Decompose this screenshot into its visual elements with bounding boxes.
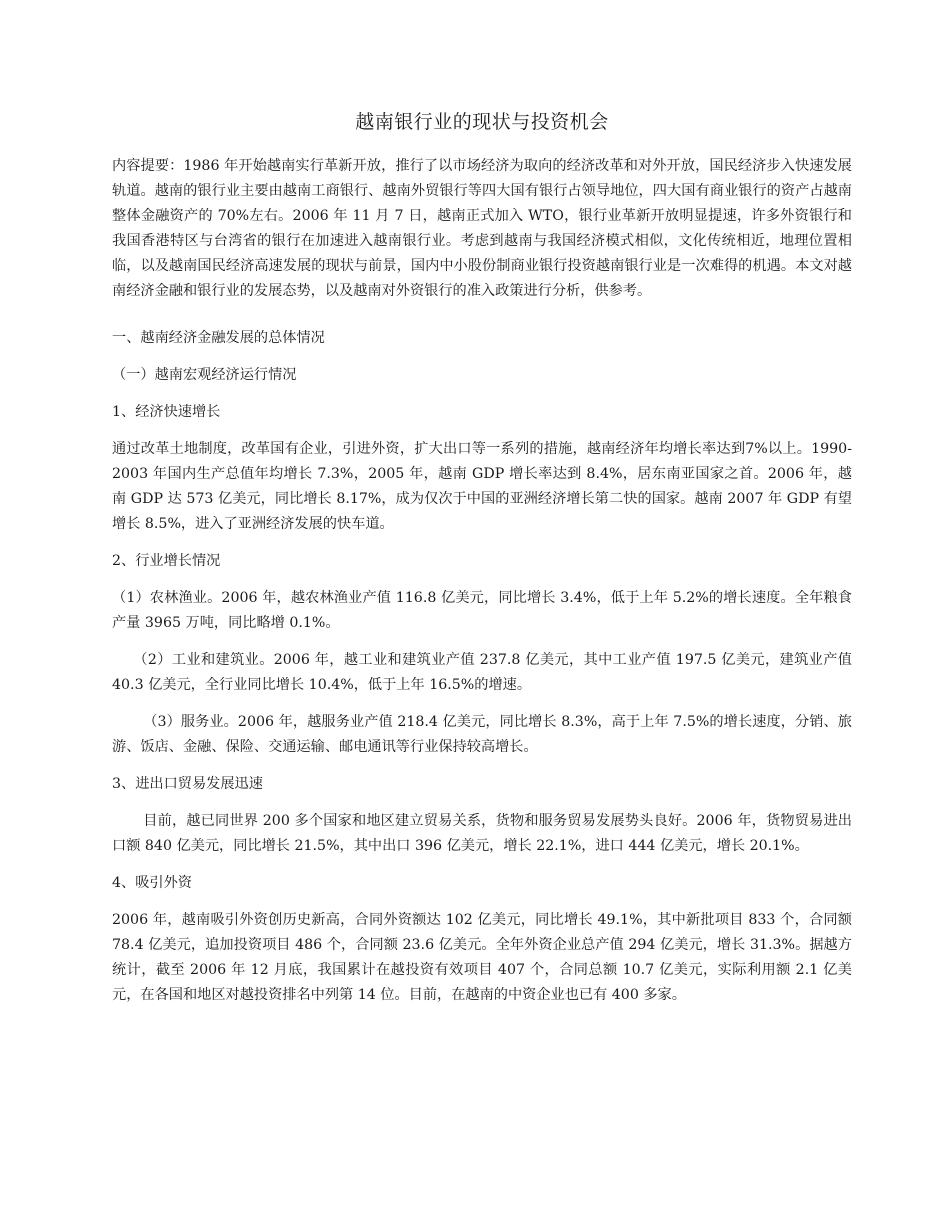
document-title: 越南银行业的现状与投资机会 (355, 111, 609, 133)
subsection-2-item-2: （2）工业和建筑业。2006 年，越工业和建筑业产值 237.8 亿美元，其中工业产值 197.5 亿美元，建筑业产值 40.3 亿美元，全行业同比增长 10.4%，低于上年 16.5%的增速。 (112, 652, 852, 693)
subsection-1-heading: 1、经济快速增长 (112, 404, 221, 420)
subsection-3-heading: 3、进出口贸易发展迅速 (112, 776, 263, 792)
document-page (112, 108, 852, 1020)
abstract-paragraph: 内容提要：1986 年开始越南实行革新开放，推行了以市场经济为取向的经济改革和对外开放，国民经济步入快速发展轨道。越南的银行业主要由越南工商银行、越南外贸银行等四大国有银行占领导地位，四大国有商业银行的资产占越南整体金融资产的 70%左右。2006 年 11 月 7 日，越南正式加入 WTO，银行业革新开放明显提速，许多外资银行和我国香港特区与台湾省的银行在加速进入越南银行业。考虑到越南与我国经济模式相似，文化传统相近，地理位置相临，以及越南国民经济高速发展的现状与前景，国内中小股份制商业银行投资越南银行业是一次难得的机遇。本文对越南经济金融和银行业的发展态势，以及越南对外资银行的准入政策进行分析，供参考。 (112, 158, 852, 299)
subsection-1-body: 通过改革土地制度，改革国有企业，引进外资，扩大出口等一系列的措施，越南经济年均增长率达到7%以上。1990-2003 年国内生产总值年均增长 7.3%，2005 年，越南 GDP 增长率达到 8.4%，居东南亚国家之首。2006 年，越南 GDP 达 573 亿美元，同比增长 8.17%，成为仅次于中国的亚洲经济增长第二快的国家。越南 2007 年 GDP 有望增长 8.5%，进入了亚洲经济发展的快车道。 (112, 441, 852, 532)
subsection-2-item-3: （3）服务业。2006 年，越服务业产值 218.4 亿美元，同比增长 8.3%，高于上年 7.5%的增长速度，分销、旅游、饭店、金融、保险、交通运输、邮电通讯等行业保持较高增长。 (112, 714, 852, 755)
subsection-4-body: 2006 年，越南吸引外资创历史新高，合同外资额达 102 亿美元，同比增长 49.1%，其中新批项目 833 个，合同额 78.4 亿美元，追加投资项目 486 个，合同额 23.6 亿美元。全年外资企业总产值 294 亿美元，增长 31.3%。据越方统计，截至 2006 年 12 月底，我国累计在越投资有效项目 407 个，合同总额 10.7 亿美元，实际利用额 2.1 亿美元，在各国和地区对越投资排名中列第 14 位。目前，在越南的中资企业也已有 400 多家。 (112, 912, 852, 1003)
subsection-3-body: 目前，越已同世界 200 多个国家和地区建立贸易关系，货物和服务贸易发展势头良好。2006 年，货物贸易进出口额 840 亿美元，同比增长 21.5%，其中出口 396 亿美元，增长 22.1%，进口 444 亿美元，增长 20.1%。 (112, 813, 852, 854)
section-heading: 一、越南经济金融发展的总体情况 (112, 330, 325, 346)
subsection-heading: （一）越南宏观经济运行情况 (112, 367, 297, 383)
subsection-2-item-1: （1）农林渔业。2006 年，越农林渔业产值 116.8 亿美元，同比增长 3.4%，低于上年 5.2%的增长速度。全年粮食产量 3965 万吨，同比略增 0.1%。 (112, 590, 852, 631)
subsection-2-heading: 2、行业增长情况 (112, 553, 221, 569)
subsection-4-heading: 4、吸引外资 (112, 875, 192, 891)
